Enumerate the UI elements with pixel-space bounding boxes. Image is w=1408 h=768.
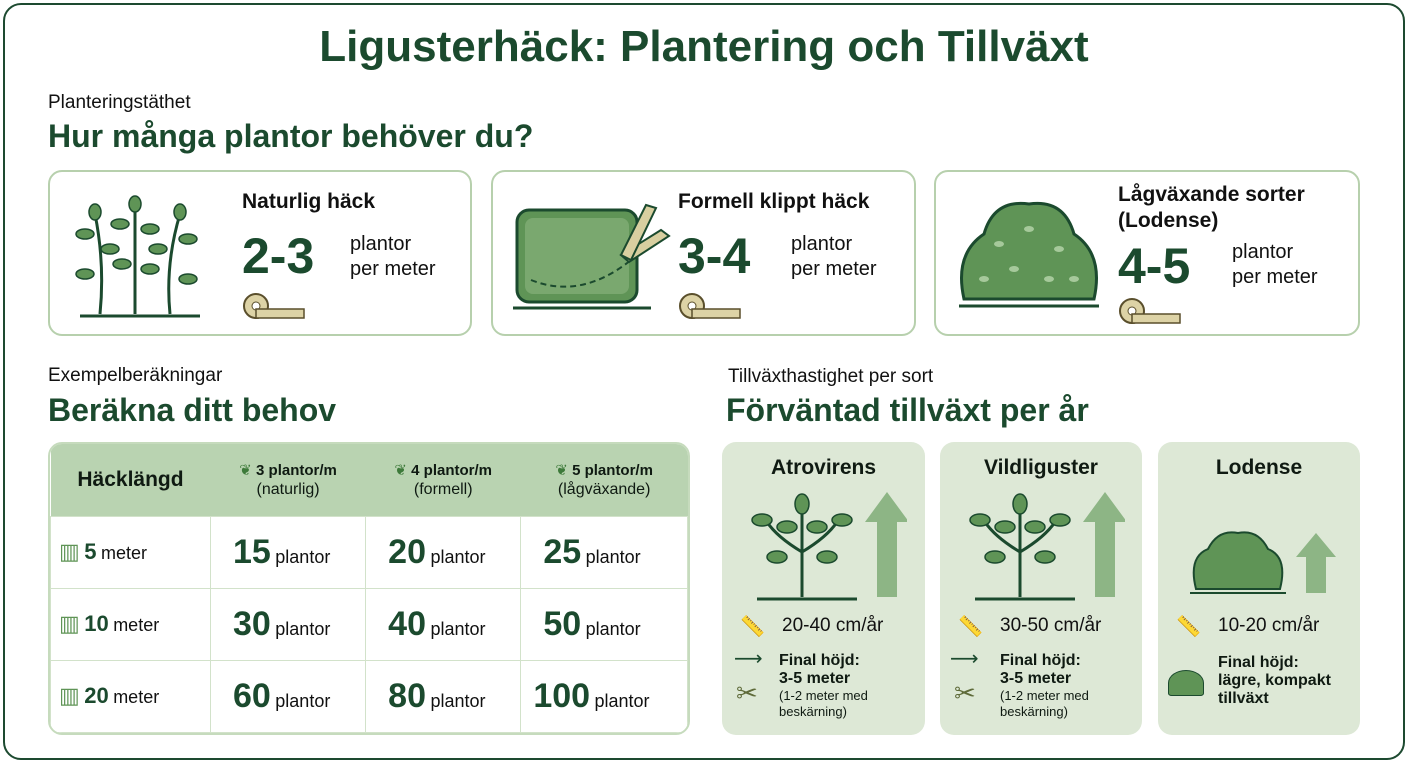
calc-table [48, 442, 690, 735]
growth-rate: 20-40 cm/år [782, 615, 884, 636]
unit: plantor per meter [791, 233, 877, 280]
ruler-icon: 📏 [1176, 616, 1201, 638]
calc-heading: Beräkna ditt behov [48, 392, 337, 428]
density-heading: Hur många plantor behöver du? [48, 118, 534, 154]
sprout-icon: ❦ [555, 461, 568, 479]
ruler-icon: 📏 [958, 616, 983, 638]
ruler-icon: 📏 [740, 616, 765, 638]
card-title: Naturlig häck [242, 190, 376, 213]
sprout-icon: ❦ [394, 461, 407, 479]
round-bush-icon [954, 194, 1104, 314]
plant-count: 4-5 [1118, 238, 1191, 294]
table-row: ▥ 5 meter 15 plantor 20 plantor 25 plantor [51, 516, 688, 588]
plant-count: 2-3 [242, 228, 315, 284]
calc-label: Exempelberäkningar [48, 365, 223, 386]
plant-growth-icon [747, 492, 907, 602]
growth-heading: Förväntad tillväxt per år [726, 392, 1089, 428]
tape-measure-icon [1118, 297, 1182, 327]
final-height: Final höjd: 3-5 meter (1-2 meter med beskärning) [779, 652, 868, 719]
growth-label: Tillväxthastighet per sort [728, 366, 934, 387]
col-length: Häcklängd [51, 444, 211, 516]
arrow-right-icon: ⟶ [950, 648, 979, 670]
col-5: ❦ 5 plantor/m (lågväxande) [521, 444, 688, 516]
tape-measure-icon [678, 292, 742, 322]
final-height: Final höjd: lägre, kompakt tillväxt [1218, 654, 1331, 707]
table-row: ▥ 10 meter 30 plantor 40 plantor 50 plantor [51, 588, 688, 660]
growth-rate: 10-20 cm/år [1218, 615, 1320, 636]
sprout-icon: ❦ [239, 461, 252, 479]
variety-name: Vildliguster [984, 456, 1098, 479]
tape-measure-icon [242, 292, 306, 322]
page-title: Ligusterhäck: Plantering och Tillväxt [319, 22, 1089, 71]
col-3: ❦ 3 plantor/m (naturlig) [211, 444, 366, 516]
bush-growth-icon [1188, 527, 1348, 602]
variety-name: Lodense [1215, 456, 1303, 479]
density-label: Planteringstäthet [48, 92, 191, 113]
growth-card-vildliguster [940, 442, 1142, 735]
pruning-shears-icon: ✂ [736, 678, 758, 708]
final-height: Final höjd: 3-5 meter (1-2 meter med beskärning) [1000, 652, 1089, 719]
card-title: Lågväxande sorter (Lodense) [1118, 183, 1305, 232]
plant-count: 3-4 [678, 228, 751, 284]
growth-rate: 30-50 cm/år [1000, 615, 1102, 636]
shrub-icon [70, 194, 200, 319]
bush-icon [1168, 670, 1204, 696]
variety-name: Atrovirens [770, 456, 877, 479]
fence-icon: ▥ [59, 683, 80, 709]
fence-icon: ▥ [59, 539, 80, 565]
arrow-right-icon: ⟶ [734, 648, 763, 670]
card-title: Formell klippt häck [678, 190, 870, 213]
plant-growth-icon [965, 492, 1125, 602]
growth-card-lodense [1158, 442, 1360, 735]
unit: plantor per meter [350, 233, 436, 280]
card-formal [491, 170, 916, 336]
unit: plantor per meter [1232, 241, 1318, 288]
fence-icon: ▥ [59, 611, 80, 637]
table-header [51, 444, 688, 516]
pruning-shears-icon: ✂ [954, 678, 976, 708]
table-row: ▥ 20 meter 60 plantor 80 plantor 100 plantor [51, 660, 688, 732]
card-natural [48, 170, 472, 336]
clipped-hedge-icon [511, 200, 676, 320]
col-4: ❦ 4 plantor/m (formell) [366, 444, 521, 516]
growth-card-atrovirens [722, 442, 925, 735]
card-low [934, 170, 1360, 336]
